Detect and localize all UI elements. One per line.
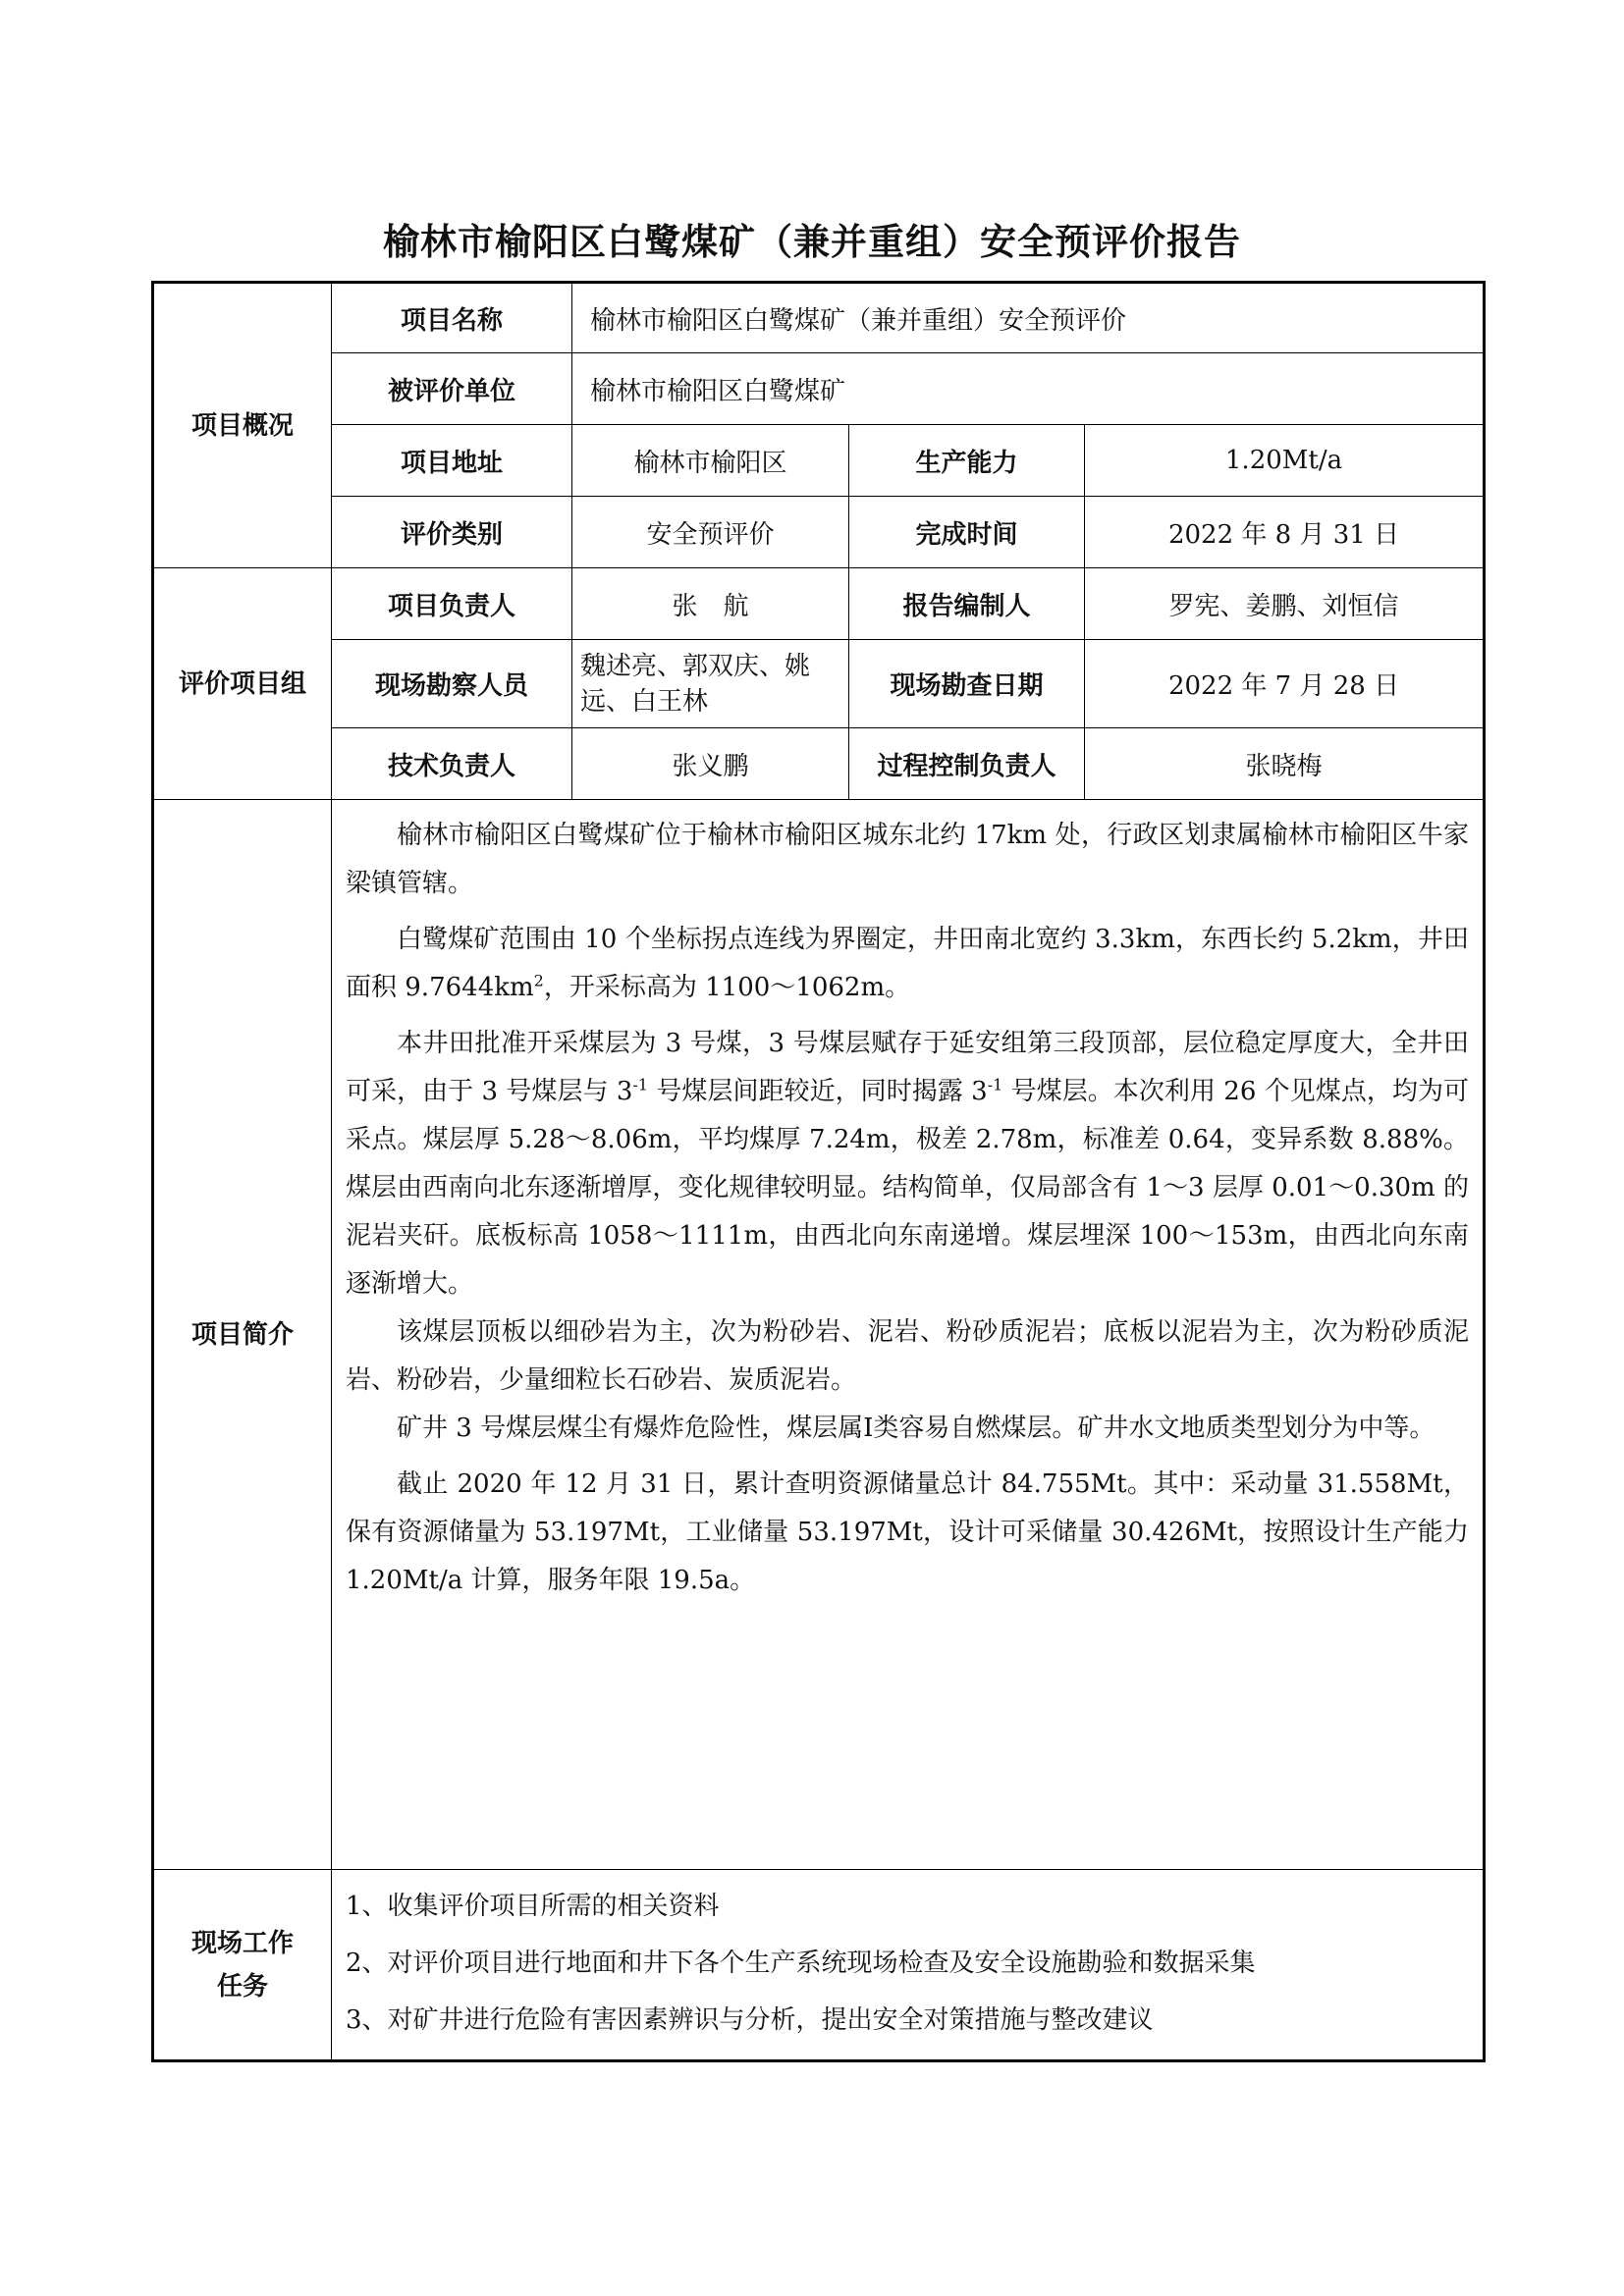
survey-staff-line: 魏述亮、郭双庆、姚 — [580, 651, 811, 681]
section-team: 评价项目组 — [153, 568, 332, 800]
address-value: 榆林市榆阳区 — [572, 425, 849, 497]
survey-staff-line: 远、白王林 — [580, 686, 709, 717]
survey-date-label: 现场勘查日期 — [849, 640, 1085, 728]
author-label: 报告编制人 — [849, 568, 1085, 640]
unit-value: 榆林市榆阳区白鹭煤矿 — [572, 353, 1485, 425]
survey-staff-value — [572, 640, 849, 728]
table-row — [153, 728, 1485, 800]
intro-paragraph: 本井田批准开采煤层为 3 号煤，3 号煤层赋存于延安组第三段顶部，层位稳定厚度大，全井田可采，由于 3 号煤层与 $3^{-1}$ 号煤层间距较近，同时揭露 $3^{-1}$ 号煤层。本次利用 26 个见煤点，均为可采点。煤层厚 5.28～8.06m，平均煤厚 7.24m，极差 2.78m，标准差 0.64，变异系数 8.88%。煤层由西南向北东逐渐增厚，变化规律较明显。结构简单，仅局部含有 1～3 层厚 0.01～0.30m 的泥岩夹矸。底板标高 1058～1111m，由西北向东南递增。煤层埋深 100～153m，由西北向东南逐渐增大。 — [346, 1029, 1470, 1299]
list-item: 2、对评价项目进行地面和井下各个生产系统现场检查及安全设施勘验和数据采集 — [346, 1949, 1256, 1978]
capacity-label: 生产能力 — [849, 425, 1085, 497]
survey-staff-label: 现场勘察人员 — [332, 640, 572, 728]
table-row — [153, 640, 1485, 728]
unit-label: 被评价单位 — [332, 353, 572, 425]
intro-paragraph: 截止 2020 年 12 月 31 日，累计查明资源储量总计 84.755Mt。其中：采动量 31.558Mt，保有资源储量为 53.197Mt，工业储量 53.197Mt，设计可采储量 30.426Mt，按照设计生产能力 1.20Mt/a 计算，服务年限 19.5a。 — [346, 1469, 1470, 1595]
section-overview: 项目概况 — [153, 283, 332, 568]
process-lead-value: 张晓梅 — [1085, 728, 1485, 800]
finish-value: 2022 年 8 月 31 日 — [1085, 497, 1485, 568]
intro-paragraph: 白鹭煤矿范围由 10 个坐标拐点连线为界圈定，井田南北宽约 3.3km，东西长约 5.2km，井田面积 $9.7644km^2$，开采标高为 1100～1062m。 — [346, 925, 1470, 1002]
section-tasks: 现场工作 任务 — [153, 1870, 332, 2061]
project-name-label: 项目名称 — [332, 283, 572, 353]
leader-label: 项目负责人 — [332, 568, 572, 640]
intro-text — [332, 800, 1485, 1870]
intro-paragraph: 该煤层顶板以细砂岩为主，次为粉砂岩、泥岩、粉砂质泥岩；底板以泥岩为主，次为粉砂质泥岩、粉砂岩，少量细粒长石砂岩、炭质泥岩。 — [346, 1317, 1470, 1395]
table-row — [153, 497, 1485, 568]
leader-value: 张 航 — [572, 568, 849, 640]
list-item: 1、收集评价项目所需的相关资料 — [346, 1892, 720, 1921]
tech-lead-label: 技术负责人 — [332, 728, 572, 800]
category-label: 评价类别 — [332, 497, 572, 568]
intro-paragraph: 榆林市榆阳区白鹭煤矿位于榆林市榆阳区城东北约 17km 处，行政区划隶属榆林市榆阳区牛家梁镇管辖。 — [346, 821, 1470, 898]
process-lead-label: 过程控制负责人 — [849, 728, 1085, 800]
section-intro: 项目简介 — [153, 800, 332, 1870]
survey-date-value: 2022 年 7 月 28 日 — [1085, 640, 1485, 728]
finish-label: 完成时间 — [849, 497, 1085, 568]
report-title: 榆林市榆阳区白鹭煤矿（兼并重组）安全预评价报告 — [383, 221, 1241, 263]
tech-lead-value: 张义鹏 — [572, 728, 849, 800]
address-label: 项目地址 — [332, 425, 572, 497]
table-row — [153, 1870, 1485, 2061]
table-row — [153, 568, 1485, 640]
table-row — [153, 353, 1485, 425]
task-list — [332, 1870, 1485, 2061]
intro-paragraph: 矿井 3 号煤层煤尘有爆炸危险性，煤层属Ⅰ类容易自燃煤层。矿井水文地质类型划分为中等。 — [397, 1414, 1435, 1443]
category-value: 安全预评价 — [572, 497, 849, 568]
author-value: 罗宪、姜鹏、刘恒信 — [1085, 568, 1485, 640]
table-row — [153, 800, 1485, 1870]
list-item: 3、对矿井进行危险有害因素辨识与分析，提出安全对策措施与整改建议 — [346, 2005, 1154, 2035]
table-row — [153, 425, 1485, 497]
project-name-value: 榆林市榆阳区白鹭煤矿（兼并重组）安全预评价 — [572, 283, 1485, 353]
table-row — [153, 283, 1485, 353]
report-summary-table — [151, 281, 1486, 2062]
capacity-value: 1.20Mt/a — [1085, 425, 1485, 497]
